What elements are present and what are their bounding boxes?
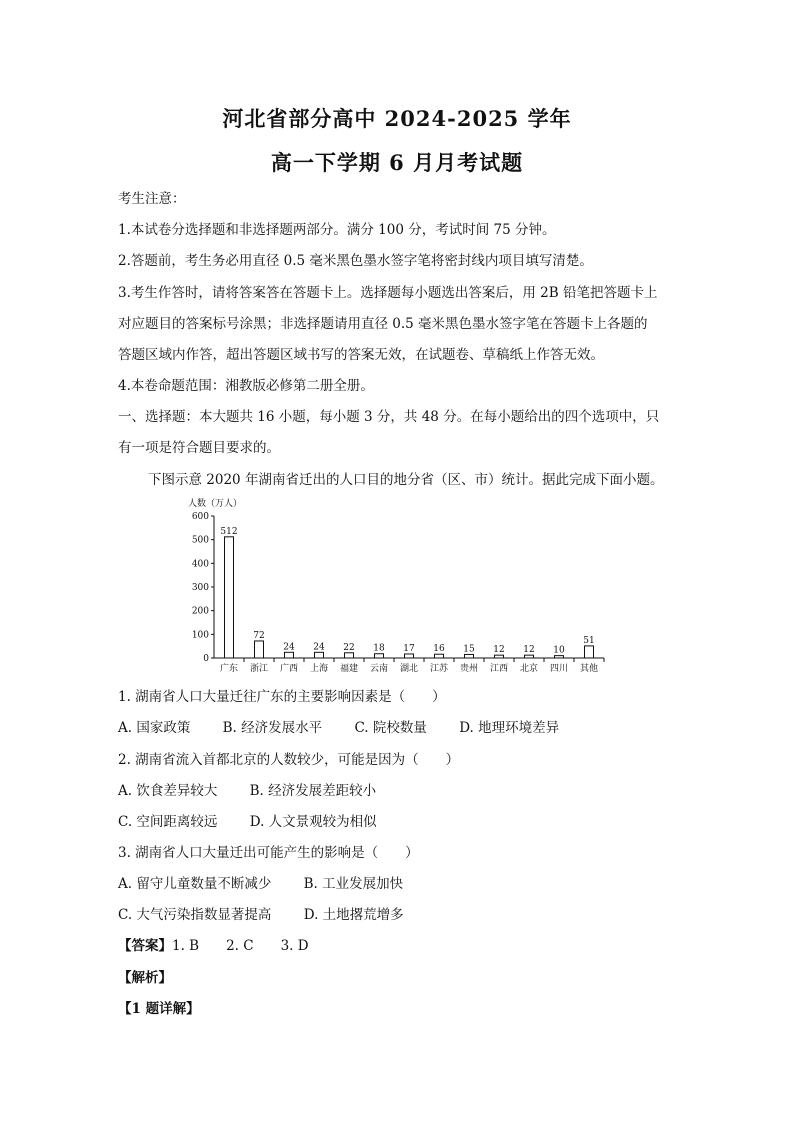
notice-item: 4.本卷命题范围：湘教版必修第二册全册。 <box>118 378 374 394</box>
question-3-stem: 3. 湖南省人口大量迁出可能产生的影响是（ ） <box>118 845 419 861</box>
bar <box>285 652 294 658</box>
y-tick-label: 600 <box>191 512 209 522</box>
section-heading: 一、选择题：本大题共 16 小题，每小题 3 分，共 48 分。在每小题给出的四个选项中，只 <box>118 409 660 425</box>
y-axis-title: 人数（万人） <box>188 499 243 509</box>
option-d[interactable]: D. 人文景观较为相似 <box>249 814 377 830</box>
question-2-options-row1 <box>118 779 404 799</box>
option-c[interactable]: C. 空间距离较远 <box>118 814 218 830</box>
y-tick-label: 200 <box>191 606 209 617</box>
x-category-label: 湖北 <box>399 664 419 674</box>
bar <box>585 646 594 658</box>
chart-intro: 下图示意 2020 年湖南省迁出的人口目的地分省（区、市）统计。据此完成下面小题。 <box>148 472 664 488</box>
question-2-stem: 2. 湖南省流入首都北京的人数较少，可能是因为（ ） <box>118 752 460 768</box>
bar <box>555 656 564 658</box>
x-category-label: 广东 <box>219 664 239 674</box>
y-tick-label: 500 <box>191 535 209 546</box>
x-category-label: 云南 <box>369 664 389 674</box>
x-category-label: 福建 <box>339 664 359 674</box>
bar-value-label: 16 <box>433 644 445 655</box>
page-title-line1: 河北省部分高中 2024-2025 学年 <box>222 106 572 131</box>
option-b[interactable]: B. 工业发展加快 <box>303 876 404 892</box>
question-1-options <box>118 716 587 736</box>
notice-item: 对应题目的答案标号涂黑；非选择题请用直径 0.5 毫米黑色墨水签字笔在答题卡上各题的 <box>118 316 648 332</box>
bar-value-label: 12 <box>523 645 535 656</box>
bar-value-label: 15 <box>463 644 475 655</box>
bar-value-label: 10 <box>553 645 565 656</box>
notice-item: 答题区域内作答，超出答题区域书写的答案无效，在试题卷、草稿纸上作答无效。 <box>118 347 604 363</box>
bar <box>405 654 414 658</box>
notice-item: 2.答题前，考生务必用直径 0.5 毫米黑色墨水签字笔将密封线内项目填写清楚。 <box>118 253 593 269</box>
x-category-label: 北京 <box>519 664 539 674</box>
x-category-label: 江西 <box>489 664 509 674</box>
option-b[interactable]: B. 经济发展差距较小 <box>249 783 377 799</box>
x-category-label: 其他 <box>579 664 599 674</box>
question-3-options-row1 <box>118 872 431 892</box>
bar <box>225 537 234 658</box>
bar-value-label: 24 <box>283 642 295 653</box>
bar-value-label: 512 <box>220 526 238 537</box>
section-heading-cont: 有一项是符合题目要求的。 <box>118 440 280 456</box>
x-category-label: 贵州 <box>459 664 479 674</box>
question-3-options-row2 <box>118 903 432 923</box>
option-c[interactable]: C. 大气污染指数显著提高 <box>118 907 272 923</box>
question-1-stem: 1. 湖南省人口大量迁往广东的主要影响因素是（ ） <box>118 689 446 705</box>
x-category-label: 上海 <box>309 664 329 674</box>
option-c[interactable]: C. 院校数量 <box>354 720 427 736</box>
answer-line <box>118 934 309 954</box>
bar <box>255 641 264 658</box>
bar <box>315 652 324 658</box>
x-category-label: 广西 <box>279 664 299 674</box>
option-a[interactable]: A. 饮食差异较大 <box>118 783 218 799</box>
bar-value-label: 12 <box>493 645 505 656</box>
notice-item: 1.本试卷分选择题和非选择题两部分。满分 100 分，考试时间 75 分钟。 <box>118 222 556 238</box>
bar-value-label: 24 <box>313 642 325 653</box>
y-tick-label: 400 <box>191 559 209 570</box>
bar-value-label: 51 <box>583 635 595 646</box>
y-tick-label: 300 <box>191 583 209 593</box>
question-2-options-row2 <box>118 810 405 830</box>
bar-value-label: 17 <box>403 643 415 654</box>
notice-heading: 考生注意： <box>118 191 186 207</box>
y-tick-label: 100 <box>191 630 209 641</box>
x-category-label: 江苏 <box>429 664 449 674</box>
option-a[interactable]: A. 国家政策 <box>118 720 191 736</box>
bar <box>525 655 534 658</box>
analysis-label: 【解析】 <box>118 970 172 986</box>
option-d[interactable]: D. 土地撂荒增多 <box>303 907 404 923</box>
bar-value-label: 22 <box>343 642 355 653</box>
answer-text: 1. B 2. C 3. D <box>172 938 309 954</box>
page-title-line2: 高一下学期 6 月月考试题 <box>270 150 524 175</box>
bar <box>375 654 384 658</box>
bar-value-label: 72 <box>253 630 265 641</box>
notice-item: 3.考生作答时，请将答案答在答题卡上。选择题每小题选出答案后，用 2B 铅笔把答题卡上 <box>118 285 658 301</box>
bar <box>435 654 444 658</box>
option-b[interactable]: B. 经济发展水平 <box>222 720 323 736</box>
detail-label: 【1 题详解】 <box>118 1001 200 1017</box>
x-category-label: 浙江 <box>249 664 269 674</box>
bar <box>465 654 474 658</box>
option-a[interactable]: A. 留守儿童数量不断减少 <box>118 876 272 892</box>
bar <box>495 655 504 658</box>
y-tick-label: 0 <box>203 654 209 664</box>
migration-bar-chart <box>180 494 610 678</box>
bar <box>345 653 354 658</box>
answer-label: 【答案】 <box>118 938 172 954</box>
x-category-label: 四川 <box>549 664 569 674</box>
bar-value-label: 18 <box>373 643 385 654</box>
option-d[interactable]: D. 地理环境差异 <box>459 720 560 736</box>
